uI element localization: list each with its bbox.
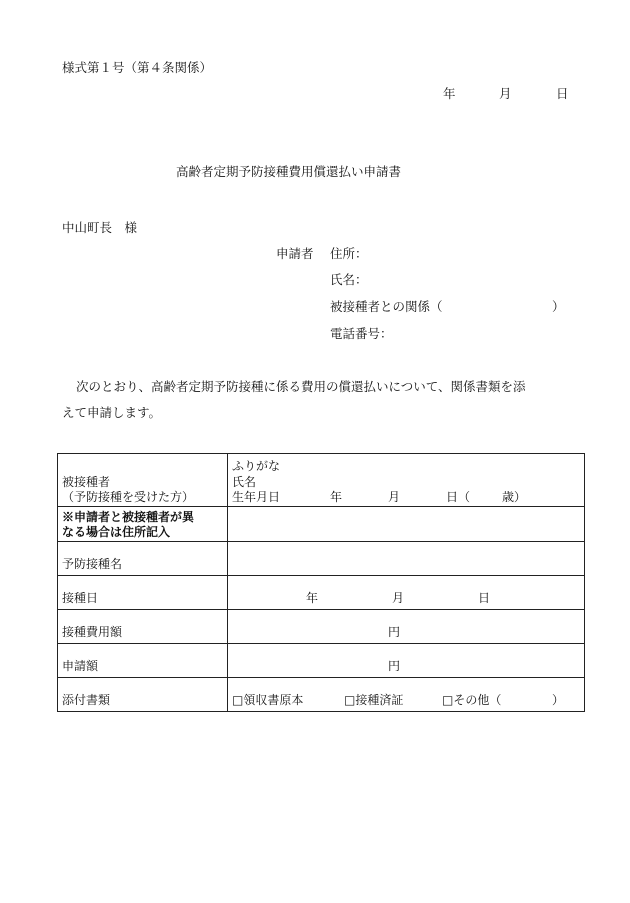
relation-label: 被接種者との関係（	[330, 299, 443, 314]
vaccination-date-label: 接種日	[62, 591, 99, 606]
vac-year: 年	[306, 591, 319, 606]
address-note-line-2: なる場合は住所記入	[62, 525, 171, 540]
fee-field[interactable]	[228, 610, 585, 644]
fee-label: 接種費用額	[62, 625, 123, 640]
document-title: 高齢者定期予防接種費用償還払い申請書	[176, 164, 402, 179]
recipient-sub-label: （予防接種を受けた方）	[62, 490, 195, 505]
attachments-field	[228, 678, 585, 712]
application-table	[57, 453, 585, 712]
vaccine-name-label: 予防接種名	[62, 557, 123, 572]
form-number: 様式第１号（第４条関係）	[62, 60, 213, 75]
fee-label-cell	[58, 610, 228, 644]
vac-month: 月	[392, 591, 405, 606]
recipient-address-field[interactable]	[228, 507, 585, 542]
attach-other-close: ）	[552, 693, 565, 708]
attach-cert-checkbox[interactable]: □接種済証	[344, 693, 404, 708]
birthdate-label: 生年月日	[232, 490, 281, 505]
vac-day: 日	[478, 591, 491, 606]
attachments-label: 添付書類	[62, 693, 111, 708]
request-label-cell	[58, 644, 228, 678]
table-row-attachments	[58, 678, 585, 712]
birthdate-row	[232, 490, 580, 506]
body-line-2: えて申請します。	[62, 405, 162, 420]
request-field[interactable]	[228, 644, 585, 678]
birth-year: 年	[330, 490, 343, 505]
furigana-label: ふりがな	[232, 459, 281, 474]
address-note-line-1: ※申請者と被接種者が異	[62, 509, 195, 524]
attachments-label-cell	[58, 678, 228, 712]
table-row-request	[58, 644, 585, 678]
recipient-label-cell	[58, 454, 228, 507]
age-label: 歳）	[502, 490, 527, 505]
recipient-input-cell[interactable]	[228, 454, 585, 507]
recipient-label: 被接種者	[62, 474, 111, 489]
date-month: 月	[499, 86, 512, 101]
name-field-label: 氏名	[232, 474, 257, 489]
table-row-vaccination-date	[58, 576, 585, 610]
table-row-fee	[58, 610, 585, 644]
relation-close: ）	[552, 299, 565, 314]
addressee: 中山町長 様	[62, 220, 138, 235]
fee-unit: 円	[388, 625, 401, 640]
name-label: 氏名：	[330, 272, 368, 287]
address-note-cell	[58, 507, 228, 542]
vaccine-name-label-cell	[58, 542, 228, 576]
vaccination-date-label-cell	[58, 576, 228, 610]
attach-other-checkbox[interactable]: □その他（	[442, 693, 502, 708]
applicant-label: 申請者	[276, 246, 314, 261]
date-year: 年	[443, 86, 456, 101]
request-label: 申請額	[62, 659, 99, 674]
table-row-vaccine-name	[58, 542, 585, 576]
attach-receipt-checkbox[interactable]: □領収書原本	[232, 693, 304, 708]
birth-day: 日（	[446, 490, 471, 505]
address-label: 住所：	[330, 246, 368, 261]
table-row-recipient	[58, 454, 585, 507]
request-unit: 円	[388, 659, 401, 674]
phone-label: 電話番号：	[330, 326, 393, 341]
body-line-1: 次のとおり、高齢者定期予防接種に係る費用の償還払いについて、関係書類を添	[76, 379, 526, 394]
table-row-note	[58, 507, 585, 542]
birth-month: 月	[388, 490, 401, 505]
date-day: 日	[556, 86, 569, 101]
vaccination-date-field[interactable]	[228, 576, 585, 610]
vaccine-name-field[interactable]	[228, 542, 585, 576]
